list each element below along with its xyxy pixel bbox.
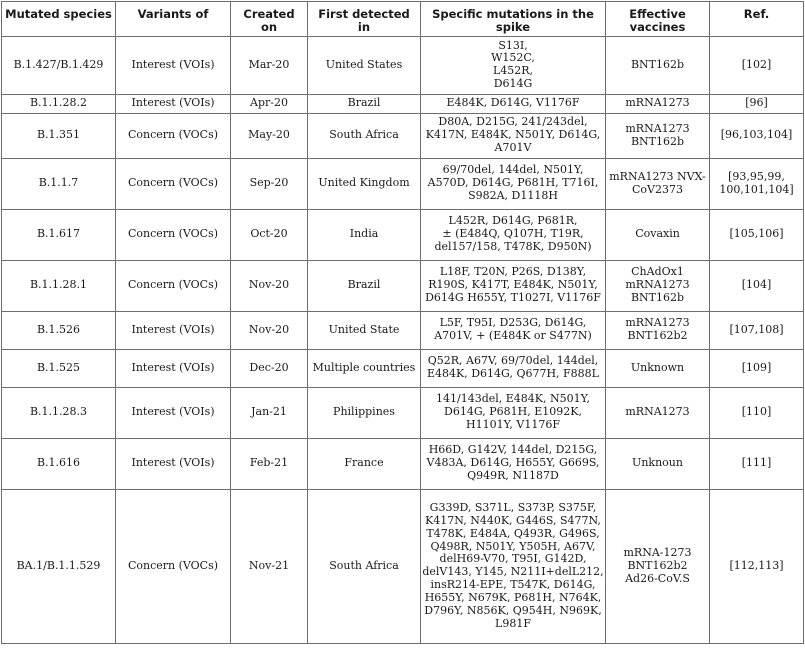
cell-mutations-line: L18F, T20N, P26S, D138Y, [439, 265, 587, 279]
cell-effective-vaccines-line: BNT162b [630, 291, 685, 305]
cell-effective-vaccines [606, 260, 710, 311]
cell-ref [710, 94, 804, 113]
cell-mutations-line: del157/158, T478K, D950N) [434, 240, 592, 254]
cell-ref [710, 349, 804, 387]
table-row [2, 349, 804, 387]
cell-mutated-species: B.1.1.28.2 [2, 94, 116, 113]
cell-ref [710, 209, 804, 260]
cell-effective-vaccines-line: Unknown [630, 360, 685, 374]
cell-created-on: Nov-20 [231, 311, 308, 349]
cell-mutations-line: V483A, D614G, H655Y, G669S, [426, 456, 600, 470]
cell-variant-of: Concern (VOCs) [116, 489, 231, 643]
cell-effective-vaccines-line: mRNA1273 [625, 121, 690, 135]
cell-ref-line: [96] [745, 96, 768, 110]
cell-mutations-line: R190S, K417T, E484K, N501Y, [428, 278, 598, 292]
cell-effective-vaccines-line: BNT162b [630, 57, 685, 71]
cell-variant-of: Concern (VOCs) [116, 260, 231, 311]
cell-mutations-line: D80A, D215G, 241/243del, [438, 115, 588, 129]
cell-ref-line: [96,103,104] [720, 128, 793, 142]
cell-variant-of: Interest (VOIs) [116, 94, 231, 113]
cell-effective-vaccines-line: BNT162b [630, 134, 685, 148]
cell-mutations-line: H1101Y, V1176F [466, 418, 560, 432]
cell-mutated-species: B.1.525 [2, 349, 116, 387]
table-row [2, 113, 804, 158]
cell-ref-line: [93,95,99, [728, 169, 785, 183]
cell-mutations-line: K417N, E484K, N501Y, D614G, [425, 128, 601, 142]
cell-mutations-line: E484K, D614G, V1176F [446, 96, 580, 110]
cell-effective-vaccines [606, 387, 710, 438]
cell-mutations-line: L5F, T95I, D253G, D614G, [439, 316, 587, 330]
cell-mutations-line: H66D, G142V, 144del, D215G, [428, 443, 598, 457]
cell-first-detected-in: South Africa [308, 113, 421, 158]
cell-effective-vaccines-line: BNT162b2 [627, 329, 688, 343]
cell-effective-vaccines [606, 489, 710, 643]
cell-effective-vaccines [606, 311, 710, 349]
cell-mutations [421, 349, 606, 387]
cell-created-on: Nov-20 [231, 260, 308, 311]
cell-effective-vaccines-line: Ad26-CoV.S [625, 571, 690, 585]
cell-first-detected-in: Brazil [308, 94, 421, 113]
cell-mutated-species: B.1.427/B.1.429 [2, 36, 116, 94]
cell-mutations-line: ± (E484Q, Q107H, T19R, [442, 227, 584, 241]
cell-mutations-line: E484K, D614G, Q677H, F888L [427, 367, 599, 381]
cell-ref [710, 36, 804, 94]
cell-effective-vaccines-line: Unknoun [632, 456, 683, 470]
cell-first-detected-in: France [308, 438, 421, 489]
cell-effective-vaccines-line: mRNA-1273 [623, 545, 692, 559]
cell-effective-vaccines [606, 349, 710, 387]
cell-ref [710, 438, 804, 489]
cell-ref [710, 311, 804, 349]
cell-mutations-line: S13I, [498, 38, 528, 52]
cell-mutations-line: L452R, D614G, P681R, [448, 214, 578, 228]
cell-effective-vaccines-line: mRNA1273 [625, 405, 690, 419]
cell-effective-vaccines [606, 94, 710, 113]
cell-mutated-species: B.1.1.7 [2, 158, 116, 209]
cell-first-detected-in: United Kingdom [308, 158, 421, 209]
cell-effective-vaccines [606, 113, 710, 158]
cell-mutations-line: 69/70del, 144del, N501Y, [442, 163, 584, 177]
cell-mutations [421, 113, 606, 158]
cell-mutations-line: H655Y, N679K, P681H, N764K, [424, 591, 602, 605]
header-specific-mutations: Specific mutations in the spike [421, 2, 606, 37]
cell-first-detected-in: South Africa [308, 489, 421, 643]
cell-variant-of: Concern (VOCs) [116, 209, 231, 260]
cell-created-on: Dec-20 [231, 349, 308, 387]
cell-effective-vaccines [606, 438, 710, 489]
table-row [2, 94, 804, 113]
cell-mutations [421, 158, 606, 209]
cell-variant-of: Interest (VOIs) [116, 387, 231, 438]
cell-ref-line: [109] [741, 360, 772, 374]
cell-ref-line: [105,106] [729, 227, 784, 241]
cell-variant-of: Interest (VOIs) [116, 349, 231, 387]
cell-mutations-line: T478K, E484A, Q493R, G496S, [426, 526, 600, 540]
cell-mutations-line: D614G [493, 77, 533, 91]
cell-mutated-species: B.1.526 [2, 311, 116, 349]
cell-mutations-line: Q498R, N501Y, Y505H, A67V, [430, 539, 596, 553]
cell-mutations-line: insR214-EPE, T547K, D614G, [430, 578, 596, 592]
cell-mutations-line: A570D, D614G, P681H, T716I, [427, 176, 599, 190]
table-row [2, 438, 804, 489]
header-created-on: Created on [231, 2, 308, 37]
cell-created-on: Sep-20 [231, 158, 308, 209]
cell-effective-vaccines-line: mRNA1273 [625, 316, 690, 330]
cell-mutated-species: B.1.617 [2, 209, 116, 260]
cell-mutations [421, 260, 606, 311]
cell-variant-of: Interest (VOIs) [116, 36, 231, 94]
cell-first-detected-in: Philippines [308, 387, 421, 438]
cell-created-on: May-20 [231, 113, 308, 158]
table-body [2, 36, 804, 643]
cell-mutations-line: Q52R, A67V, 69/70del, 144del, [427, 354, 599, 368]
cell-mutated-species: BA.1/B.1.1.529 [2, 489, 116, 643]
header-ref: Ref. [710, 2, 804, 37]
cell-ref-line: [112,113] [729, 558, 784, 572]
cell-effective-vaccines-line: Covaxin [635, 227, 680, 241]
cell-mutations-line: S982A, D1118H [468, 189, 558, 203]
cell-mutations-line: 141/143del, E484K, N501Y, [436, 392, 590, 406]
cell-mutations-line: G339D, S371L, S373P, S375F, [429, 500, 597, 514]
table-row [2, 158, 804, 209]
cell-mutated-species: B.1.1.28.1 [2, 260, 116, 311]
cell-first-detected-in: Multiple countries [308, 349, 421, 387]
table-row [2, 489, 804, 643]
cell-mutations-line: D614G H655Y, T1027I, V1176F [425, 291, 601, 305]
cell-mutations-line: Q949R, N1187D [467, 469, 559, 483]
cell-mutations [421, 94, 606, 113]
cell-first-detected-in: Brazil [308, 260, 421, 311]
cell-created-on: Nov-21 [231, 489, 308, 643]
cell-effective-vaccines-line: ChAdOx1 [631, 265, 684, 279]
cell-effective-vaccines-line: BNT162b2 [627, 558, 688, 572]
cell-created-on: Feb-21 [231, 438, 308, 489]
cell-variant-of: Interest (VOIs) [116, 311, 231, 349]
header-variants-of: Variants of [116, 2, 231, 37]
header-first-detected-in: First detected in [308, 2, 421, 37]
cell-first-detected-in: United States [308, 36, 421, 94]
cell-mutations-line: A701V, + (E484K or S477N) [434, 329, 592, 343]
variants-table [1, 1, 804, 644]
header-mutated-species: Mutated species [2, 2, 116, 37]
cell-variant-of: Interest (VOIs) [116, 438, 231, 489]
cell-mutations [421, 36, 606, 94]
cell-ref-line: 100,101,104] [719, 182, 794, 196]
cell-effective-vaccines-line: mRNA1273 NVX- [609, 169, 706, 183]
table-row [2, 387, 804, 438]
cell-first-detected-in: India [308, 209, 421, 260]
cell-ref-line: [104] [741, 278, 772, 292]
cell-mutated-species: B.1.351 [2, 113, 116, 158]
cell-ref-line: [107,108] [729, 322, 784, 336]
cell-ref [710, 260, 804, 311]
cell-ref-line: [102] [741, 57, 772, 71]
cell-created-on: Oct-20 [231, 209, 308, 260]
cell-effective-vaccines [606, 36, 710, 94]
cell-mutations-line: D614G, P681H, E1092K, [444, 405, 582, 419]
table-row [2, 209, 804, 260]
cell-created-on: Jan-21 [231, 387, 308, 438]
cell-mutated-species: B.1.1.28.3 [2, 387, 116, 438]
cell-mutations [421, 209, 606, 260]
cell-effective-vaccines-line: mRNA1273 [625, 278, 690, 292]
cell-effective-vaccines [606, 158, 710, 209]
cell-mutations [421, 438, 606, 489]
cell-ref [710, 387, 804, 438]
cell-ref [710, 113, 804, 158]
cell-ref [710, 489, 804, 643]
cell-mutations [421, 311, 606, 349]
cell-mutations-line: L981F [495, 616, 531, 630]
header-effective-vaccines: Effective vaccines [606, 2, 710, 37]
cell-mutations-line: K417N, N440K, G446S, S477N, [425, 513, 601, 527]
cell-ref-line: [110] [741, 405, 772, 419]
table-row [2, 260, 804, 311]
cell-mutations [421, 387, 606, 438]
cell-variant-of: Concern (VOCs) [116, 113, 231, 158]
cell-mutations-line: D796Y, N856K, Q954H, N969K, [424, 604, 602, 618]
cell-mutations-line: A701V [494, 141, 532, 155]
table-row [2, 36, 804, 94]
cell-mutated-species: B.1.616 [2, 438, 116, 489]
cell-effective-vaccines-line: CoV2373 [632, 182, 683, 196]
cell-created-on: Mar-20 [231, 36, 308, 94]
cell-first-detected-in: United State [308, 311, 421, 349]
cell-variant-of: Concern (VOCs) [116, 158, 231, 209]
cell-mutations-line: W152C, [491, 51, 535, 65]
cell-created-on: Apr-20 [231, 94, 308, 113]
table-row [2, 311, 804, 349]
cell-mutations-line: L452R, [492, 64, 534, 78]
cell-ref-line: [111] [741, 456, 772, 470]
cell-mutations-line: delV143, Y145, N211I+delL212, [422, 565, 604, 579]
cell-mutations-line: delH69-V70, T95I, G142D, [439, 552, 587, 566]
cell-effective-vaccines [606, 209, 710, 260]
cell-ref [710, 158, 804, 209]
cell-mutations [421, 489, 606, 643]
cell-effective-vaccines-line: mRNA1273 [625, 96, 690, 110]
header-row [2, 2, 804, 37]
